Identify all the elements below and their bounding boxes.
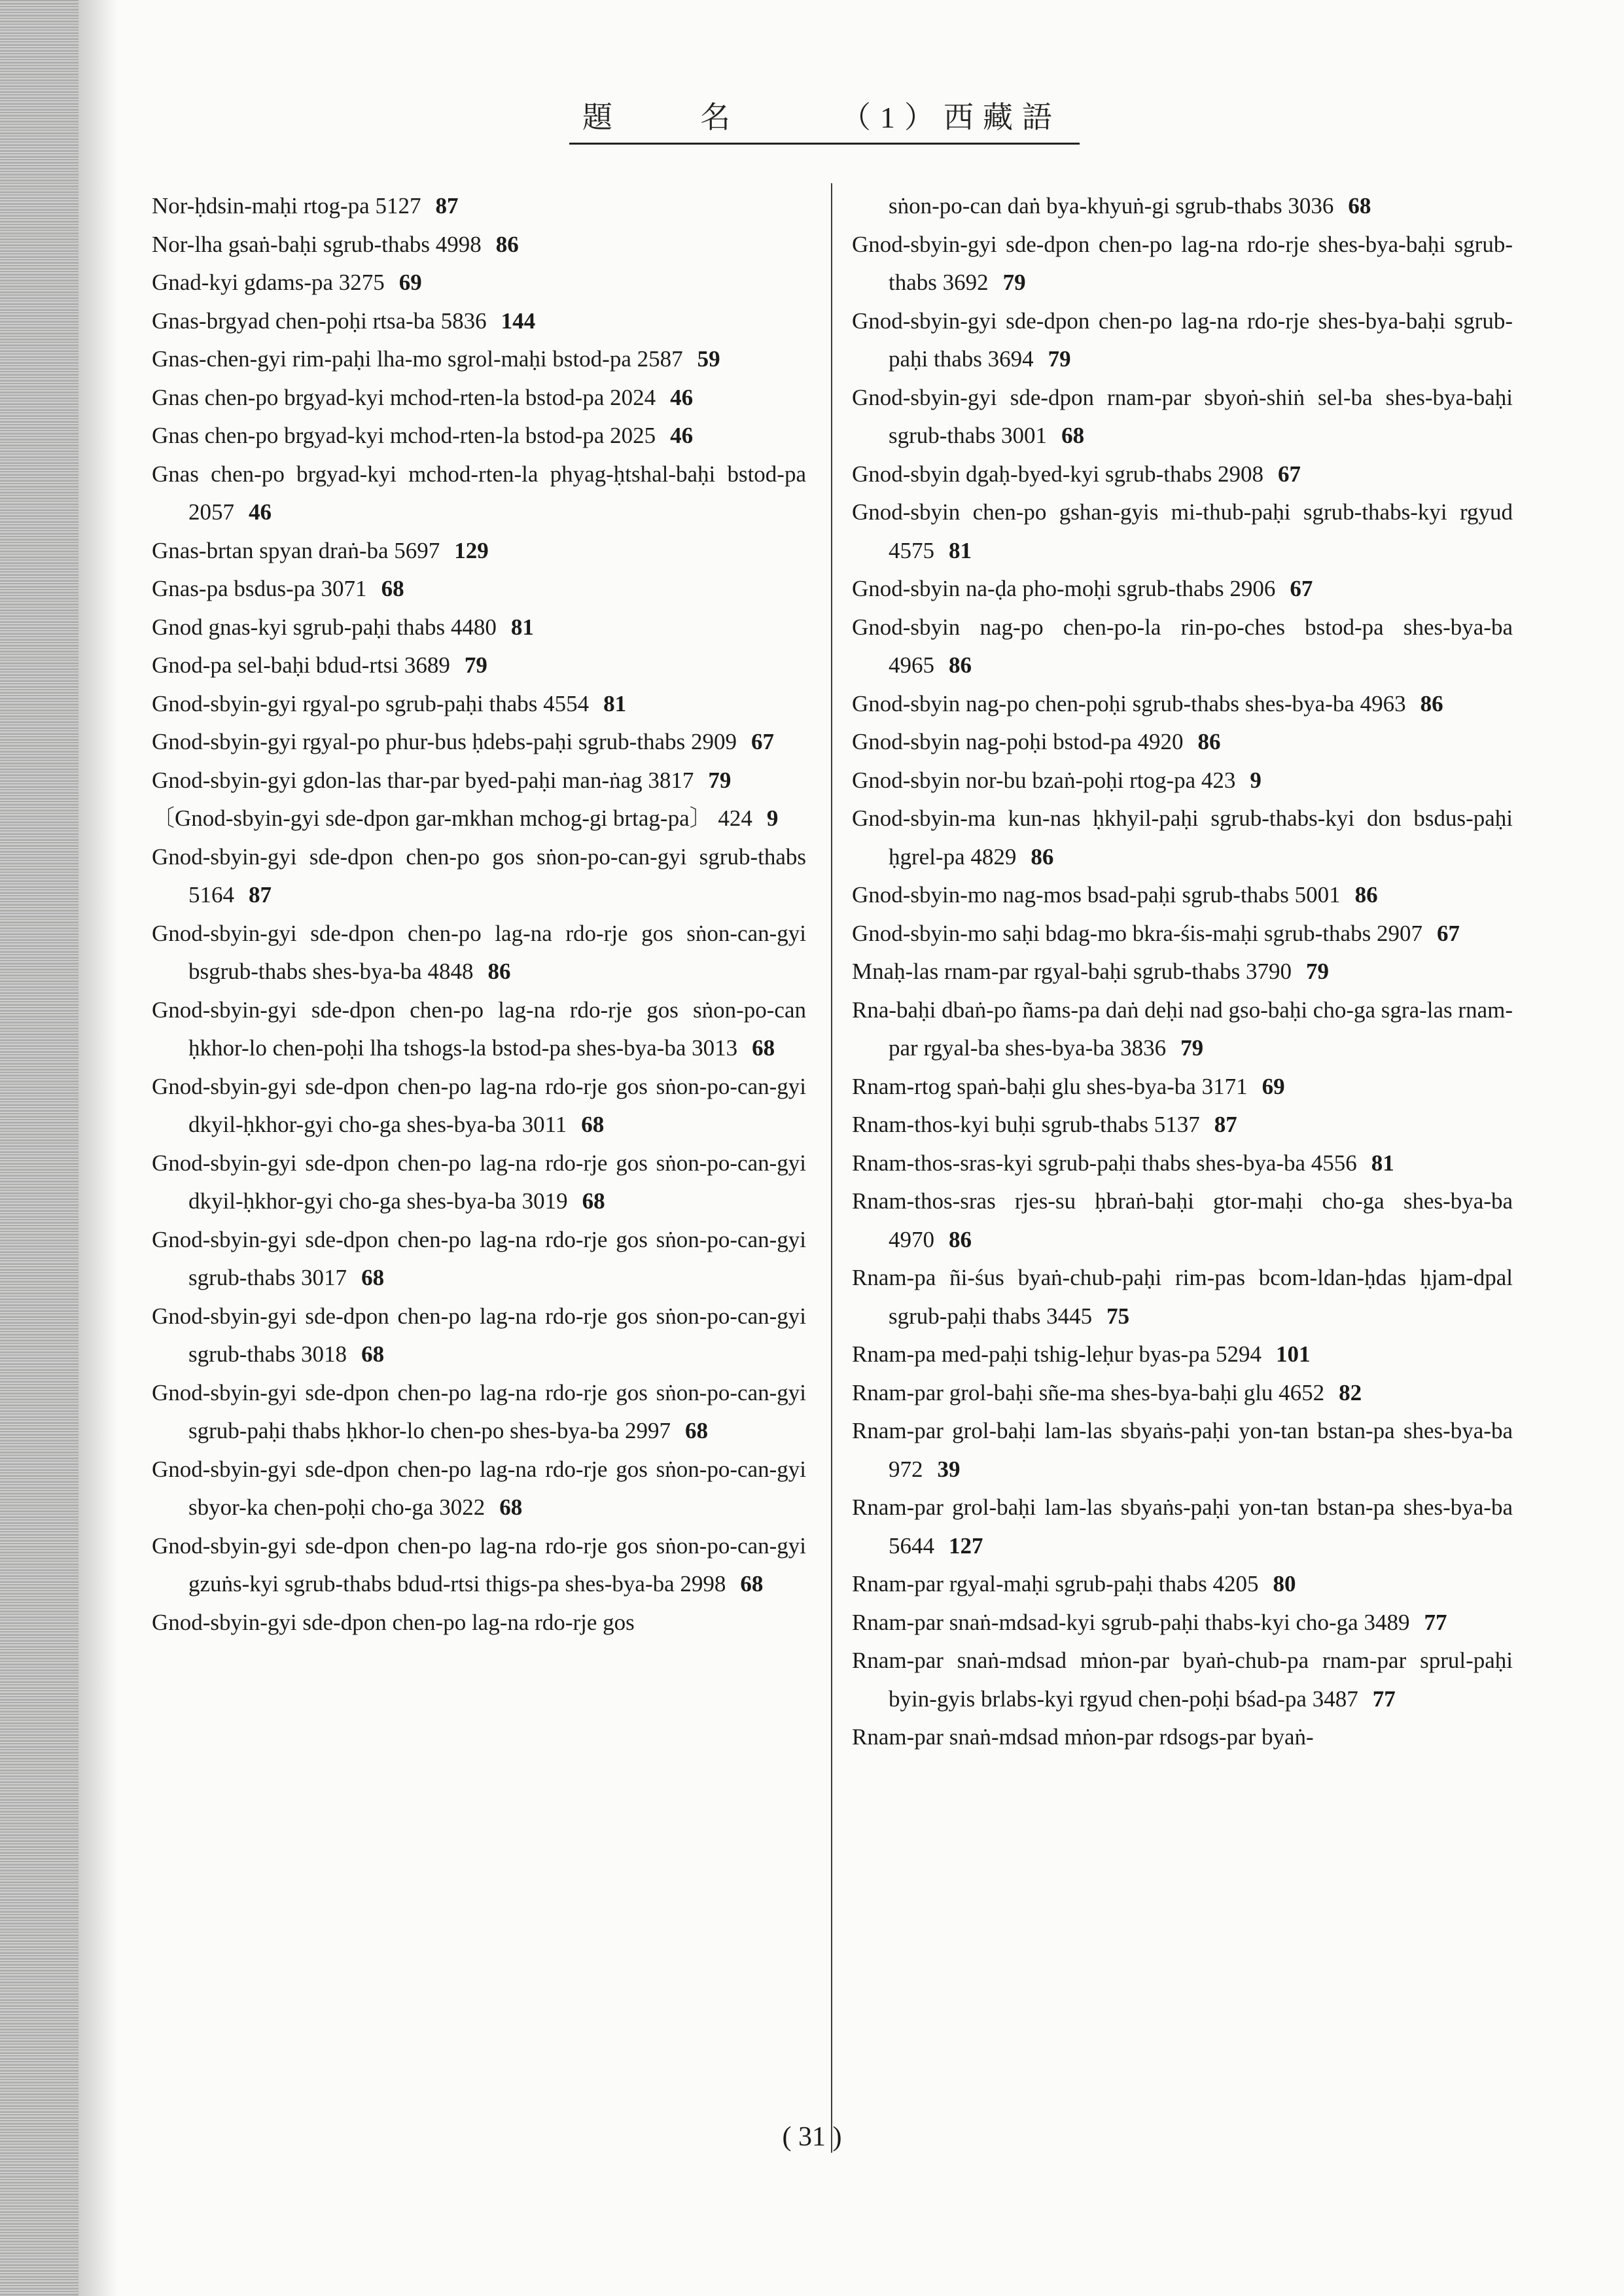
index-entry bbox=[852, 953, 1513, 991]
page-header bbox=[569, 97, 1080, 145]
entry-title: Rna-baḥi dbaṅ-po ñams-pa daṅ deḥi nad gso-baḥi cho-ga sgra-las rnam-par rgyal-ba shes-bya-ba 3836 bbox=[852, 997, 1513, 1061]
index-entry bbox=[852, 226, 1513, 302]
index-entry bbox=[852, 762, 1513, 800]
index-entry bbox=[852, 1144, 1513, 1183]
entry-page-number: 68 bbox=[361, 1265, 385, 1290]
index-entry bbox=[852, 1565, 1513, 1604]
entry-title: Gnod gnas-kyi sgrub-paḥi thabs 4480 bbox=[152, 614, 497, 640]
scan-edge-shadow bbox=[0, 0, 79, 2296]
index-entry bbox=[852, 187, 1513, 226]
entry-page-number: 59 bbox=[697, 346, 720, 372]
index-column-left bbox=[152, 187, 806, 1642]
entry-page-number: 77 bbox=[1372, 1686, 1396, 1712]
index-column-right bbox=[852, 187, 1513, 1757]
index-entry bbox=[152, 609, 806, 647]
entry-title: Rnam-par grol-baḥi sñe-ma shes-bya-baḥi glu 4652 bbox=[852, 1379, 1325, 1405]
entry-title: Gnas-pa bsdus-pa 3071 bbox=[152, 576, 367, 601]
entry-title: Gnod-pa sel-baḥi bdud-rtsi 3689 bbox=[152, 652, 450, 678]
index-entry bbox=[852, 379, 1513, 455]
entry-page-number: 81 bbox=[510, 614, 534, 640]
header-title-part-2: 名 bbox=[700, 101, 730, 134]
index-entry bbox=[852, 1489, 1513, 1565]
entry-page-number: 68 bbox=[582, 1188, 605, 1214]
index-entry bbox=[852, 1642, 1513, 1718]
entry-page-number: 69 bbox=[1262, 1073, 1285, 1099]
index-entry bbox=[852, 1068, 1513, 1106]
index-entry bbox=[852, 1259, 1513, 1335]
entry-title: Rnam-thos-sras-kyi sgrub-paḥi thabs shes-bya-ba 4556 bbox=[852, 1150, 1357, 1176]
entry-title: Gnas chen-po brgyad-kyi mchod-rten-la phyag-ḥtshal-baḥi bstod-pa 2057 bbox=[152, 461, 806, 525]
entry-page-number: 87 bbox=[435, 193, 459, 219]
index-entry bbox=[852, 302, 1513, 379]
entry-page-number: 101 bbox=[1275, 1341, 1311, 1367]
entry-title: Gnod-sbyin nag-poḥi bstod-pa 4920 bbox=[852, 729, 1184, 754]
index-entry bbox=[152, 685, 806, 724]
entry-page-number: 81 bbox=[949, 537, 972, 563]
index-entry bbox=[152, 646, 806, 685]
entry-title: Gnod-sbyin-gyi sde-dpon chen-po lag-na rdo-rje gos sṅon-po-can-gyi dkyil-ḥkhor-gyi cho-ga shes-bya-ba 3011 bbox=[152, 1073, 806, 1137]
entry-title: Gnod-sbyin-gyi rgyal-po sgrub-paḥi thabs 4554 bbox=[152, 690, 590, 716]
header-section-label: （1）西藏語 bbox=[841, 101, 1061, 134]
entry-page-number: 77 bbox=[1424, 1609, 1447, 1635]
index-entry bbox=[152, 838, 806, 915]
entry-page-number: 68 bbox=[361, 1341, 385, 1367]
entry-title: Gnod-sbyin chen-po gshan-gyis mi-thub-paḥi sgrub-thabs-kyi rgyud 4575 bbox=[852, 499, 1513, 563]
entry-page-number: 82 bbox=[1339, 1379, 1362, 1405]
entry-page-number: 86 bbox=[949, 1226, 972, 1252]
index-entry bbox=[852, 876, 1513, 915]
entry-page-number: 86 bbox=[1031, 843, 1054, 870]
entry-title: Gnod-sbyin-gyi sde-dpon chen-po lag-na rdo-rje shes-bya-baḥi sgrub-paḥi thabs 3694 bbox=[852, 308, 1513, 372]
entry-title: Gnod-sbyin-mo nag-mos bsad-paḥi sgrub-thabs 5001 bbox=[852, 882, 1341, 908]
entry-title: Gnod-sbyin-gyi sde-dpon chen-po lag-na rdo-rje gos sṅon-can-gyi bsgrub-thabs shes-bya-ba 4848 bbox=[152, 920, 806, 984]
index-entry bbox=[852, 1182, 1513, 1259]
entry-page-number: 81 bbox=[603, 690, 627, 716]
index-entry bbox=[152, 723, 806, 762]
entry-title: Gnas chen-po brgyad-kyi mchod-rten-la bstod-pa 2024 bbox=[152, 384, 656, 410]
entry-title: Gnod-sbyin-ma kun-nas ḥkhyil-paḥi sgrub-thabs-kyi don bsdus-paḥi ḥgrel-pa 4829 bbox=[852, 805, 1513, 870]
index-entry bbox=[152, 1527, 806, 1604]
entry-title: Gnas-brtan spyan draṅ-ba 5697 bbox=[152, 537, 440, 563]
entry-page-number: 69 bbox=[398, 270, 422, 295]
entry-page-number: 79 bbox=[464, 652, 487, 678]
entry-title: Gnod-sbyin-gyi sde-dpon rnam-par sbyoṅ-shiṅ sel-ba shes-bya-baḥi sgrub-thabs 3001 bbox=[852, 384, 1513, 448]
index-entry bbox=[152, 417, 806, 455]
entry-title: 〔Gnod-sbyin-gyi sde-dpon gar-mkhan mchog-gi brtag-pa〕 424 bbox=[152, 805, 752, 831]
index-entry bbox=[152, 1604, 806, 1642]
entry-page-number: 68 bbox=[752, 1035, 775, 1061]
entry-title: Gnod-sbyin-gyi sde-dpon chen-po lag-na rdo-rje shes-bya-baḥi sgrub-thabs 3692 bbox=[852, 231, 1513, 295]
entry-title: Mnaḥ-las rnam-par rgyal-baḥi sgrub-thabs 3790 bbox=[852, 959, 1292, 984]
index-entry bbox=[852, 1374, 1513, 1413]
entry-title: Gnod-sbyin-gyi sde-dpon chen-po lag-na rdo-rje gos bbox=[152, 1609, 635, 1635]
index-entry bbox=[152, 532, 806, 571]
index-entry bbox=[152, 1374, 806, 1451]
entry-page-number: 79 bbox=[708, 767, 732, 793]
entry-page-number: 86 bbox=[495, 231, 519, 257]
index-entry bbox=[852, 800, 1513, 876]
index-entry bbox=[852, 609, 1513, 685]
index-entry bbox=[152, 800, 806, 838]
index-entry bbox=[152, 187, 806, 226]
index-entry bbox=[152, 1221, 806, 1298]
header-title-part-1: 題 bbox=[582, 101, 612, 134]
entry-title: Rnam-pa med-paḥi tshig-leḥur byas-pa 5294 bbox=[852, 1341, 1262, 1367]
entry-title: Gnad-kyi gdams-pa 3275 bbox=[152, 270, 385, 295]
entry-title: Gnod-sbyin-gyi sde-dpon chen-po lag-na rdo-rje gos sṅon-po-can-gyi sgrub-thabs 3017 bbox=[152, 1226, 806, 1290]
entry-title: Gnod-sbyin-gyi sde-dpon chen-po lag-na rdo-rje gos sṅon-po-can-gyi dkyil-ḥkhor-gyi cho-ga shes-bya-ba 3019 bbox=[152, 1150, 806, 1214]
entry-page-number: 79 bbox=[1002, 270, 1026, 295]
entry-page-number: 68 bbox=[381, 576, 404, 601]
entry-page-number: 39 bbox=[937, 1456, 961, 1482]
entry-page-number: 144 bbox=[501, 308, 536, 334]
index-entry bbox=[852, 915, 1513, 953]
entry-page-number: 67 bbox=[750, 729, 774, 754]
entry-title: Rnam-par rgyal-maḥi sgrub-paḥi thabs 4205 bbox=[852, 1571, 1259, 1597]
entry-page-number: 86 bbox=[1197, 729, 1221, 754]
entry-title: Gnod-sbyin-gyi sde-dpon chen-po lag-na rdo-rje gos sṅon-po-can-gyi sbyor-ka chen-poḥi cho-ga 3022 bbox=[152, 1456, 806, 1520]
entry-page-number: 79 bbox=[1180, 1035, 1204, 1061]
entry-page-number: 68 bbox=[499, 1494, 523, 1520]
index-entry bbox=[152, 379, 806, 417]
index-entry bbox=[152, 226, 806, 264]
entry-page-number: 68 bbox=[740, 1571, 764, 1597]
entry-title: Gnod-sbyin nag-po chen-poḥi sgrub-thabs shes-bya-ba 4963 bbox=[852, 690, 1406, 716]
index-entry bbox=[152, 762, 806, 800]
entry-page-number: 79 bbox=[1305, 959, 1329, 984]
entry-page-number: 67 bbox=[1436, 920, 1460, 946]
index-entry bbox=[852, 455, 1513, 494]
entry-page-number: 68 bbox=[581, 1112, 605, 1137]
entry-title: Gnod-sbyin dgaḥ-byed-kyi sgrub-thabs 2908 bbox=[852, 461, 1263, 487]
entry-page-number: 79 bbox=[1048, 346, 1071, 372]
entry-page-number: 68 bbox=[1348, 193, 1371, 219]
entry-page-number: 87 bbox=[249, 882, 272, 908]
entry-title: Rnam-par snaṅ-mdsad mṅon-par rdsogs-par byaṅ- bbox=[852, 1724, 1314, 1750]
entry-title: Gnod-sbyin-gyi sde-dpon chen-po lag-na rdo-rje gos sṅon-po-can-gyi sgrub-paḥi thabs ḥkhor-lo chen-po shes-bya-ba 2997 bbox=[152, 1379, 806, 1443]
entry-page-number: 46 bbox=[670, 423, 694, 448]
entry-title: Rnam-pa ñi-śus byaṅ-chub-paḥi rim-pas bcom-ldan-ḥdas ḥjam-dpal sgrub-paḥi thabs 3445 bbox=[852, 1265, 1513, 1329]
entry-title: Gnod-sbyin-gyi sde-dpon chen-po lag-na rdo-rje gos sṅon-po-can-gyi gzuṅs-kyi sgrub-thabs bdud-rtsi thigs-pa shes-bya-ba 2998 bbox=[152, 1532, 806, 1597]
entry-page-number: 87 bbox=[1214, 1112, 1237, 1137]
index-entry bbox=[152, 915, 806, 991]
entry-title: Gnas-chen-gyi rim-paḥi lha-mo sgrol-maḥi bstod-pa 2587 bbox=[152, 346, 683, 372]
entry-title: Rnam-par grol-baḥi lam-las sbyaṅs-paḥi yon-tan bstan-pa shes-bya-ba 972 bbox=[852, 1418, 1513, 1482]
index-entry bbox=[152, 570, 806, 609]
entry-page-number: 9 bbox=[766, 805, 779, 831]
entry-title: Gnod-sbyin nag-po chen-po-la rin-po-ches bstod-pa shes-bya-ba 4965 bbox=[852, 614, 1513, 678]
entry-page-number: 67 bbox=[1277, 461, 1301, 487]
index-entry bbox=[852, 991, 1513, 1068]
entry-title: Gnod-sbyin-gyi rgyal-po phur-bus ḥdebs-paḥi sgrub-thabs 2909 bbox=[152, 729, 737, 754]
entry-title: Rnam-thos-kyi buḥi sgrub-thabs 5137 bbox=[852, 1112, 1200, 1137]
index-entry bbox=[852, 723, 1513, 762]
index-entry bbox=[852, 1604, 1513, 1642]
index-entry bbox=[152, 340, 806, 379]
entry-page-number: 67 bbox=[1290, 576, 1313, 601]
entry-page-number: 68 bbox=[1061, 423, 1085, 448]
entry-page-number: 75 bbox=[1106, 1303, 1130, 1329]
entry-title: sṅon-po-can daṅ bya-khyuṅ-gi sgrub-thabs 3036 bbox=[889, 193, 1334, 219]
entry-title: Gnod-sbyin-gyi sde-dpon chen-po lag-na rdo-rje gos sṅon-po-can-gyi sgrub-thabs 3018 bbox=[152, 1303, 806, 1367]
index-entry bbox=[152, 455, 806, 532]
index-entry bbox=[852, 1335, 1513, 1374]
index-entry bbox=[152, 1451, 806, 1527]
entry-page-number: 81 bbox=[1371, 1150, 1394, 1176]
entry-title: Rnam-par grol-baḥi lam-las sbyaṅs-paḥi yon-tan bstan-pa shes-bya-ba 5644 bbox=[852, 1494, 1513, 1559]
index-entry bbox=[152, 1298, 806, 1374]
entry-page-number: 80 bbox=[1273, 1571, 1296, 1597]
entry-page-number: 129 bbox=[454, 537, 489, 563]
entry-title: Gnod-sbyin nor-bu bzaṅ-poḥi rtog-pa 423 bbox=[852, 767, 1236, 793]
entry-page-number: 46 bbox=[670, 384, 694, 410]
index-entry bbox=[852, 685, 1513, 724]
entry-page-number: 86 bbox=[1354, 882, 1378, 908]
index-entry bbox=[152, 302, 806, 341]
index-entry bbox=[852, 1106, 1513, 1144]
entry-page-number: 86 bbox=[949, 652, 972, 678]
entry-title: Gnod-sbyin-gyi sde-dpon chen-po gos sṅon-po-can-gyi sgrub-thabs 5164 bbox=[152, 843, 806, 908]
entry-page-number: 46 bbox=[249, 499, 272, 525]
entry-title: Gnod-sbyin-mo saḥi bdag-mo bkra-śis-maḥi sgrub-thabs 2907 bbox=[852, 920, 1422, 946]
entry-title: Gnod-sbyin-gyi gdon-las thar-par byed-paḥi man-ṅag 3817 bbox=[152, 767, 694, 793]
entry-title: Gnas-brgyad chen-poḥi rtsa-ba 5836 bbox=[152, 308, 487, 334]
index-entry bbox=[852, 1718, 1513, 1757]
entry-title: Gnod-sbyin na-ḍa pho-moḥi sgrub-thabs 2906 bbox=[852, 576, 1276, 601]
entry-page-number: 86 bbox=[487, 959, 511, 984]
entry-page-number: 127 bbox=[949, 1532, 983, 1559]
entry-page-number: 68 bbox=[685, 1418, 709, 1443]
entry-title: Gnod-sbyin-gyi sde-dpon chen-po lag-na rdo-rje gos sṅon-po-can ḥkhor-lo chen-poḥi lha tshogs-la bstod-pa shes-bya-ba 3013 bbox=[152, 997, 806, 1061]
entry-title: Gnas chen-po brgyad-kyi mchod-rten-la bstod-pa 2025 bbox=[152, 423, 656, 448]
page-number: ( 31 ) bbox=[782, 2122, 842, 2152]
index-entry bbox=[152, 264, 806, 302]
index-entry bbox=[852, 1412, 1513, 1489]
column-divider bbox=[831, 183, 832, 2153]
index-entry bbox=[152, 1068, 806, 1144]
entry-title: Rnam-par snaṅ-mdsad-kyi sgrub-paḥi thabs-kyi cho-ga 3489 bbox=[852, 1609, 1410, 1635]
entry-title: Rnam-thos-sras rjes-su ḥbraṅ-baḥi gtor-maḥi cho-ga shes-bya-ba 4970 bbox=[852, 1188, 1513, 1252]
index-entry bbox=[852, 493, 1513, 570]
index-entry bbox=[152, 1144, 806, 1221]
index-entry bbox=[852, 570, 1513, 609]
entry-title: Rnam-rtog spaṅ-baḥi glu shes-bya-ba 3171 bbox=[852, 1073, 1248, 1099]
entry-title: Rnam-par snaṅ-mdsad mṅon-par byaṅ-chub-pa rnam-par sprul-paḥi byin-gyis brlabs-kyi rgyud chen-poḥi bśad-pa 3487 bbox=[852, 1648, 1513, 1712]
entry-page-number: 9 bbox=[1250, 767, 1262, 793]
entry-title: Nor-ḥdsin-maḥi rtog-pa 5127 bbox=[152, 193, 421, 219]
entry-title: Nor-lha gsaṅ-baḥi sgrub-thabs 4998 bbox=[152, 231, 482, 257]
entry-page-number: 86 bbox=[1420, 690, 1443, 716]
index-entry bbox=[152, 991, 806, 1068]
